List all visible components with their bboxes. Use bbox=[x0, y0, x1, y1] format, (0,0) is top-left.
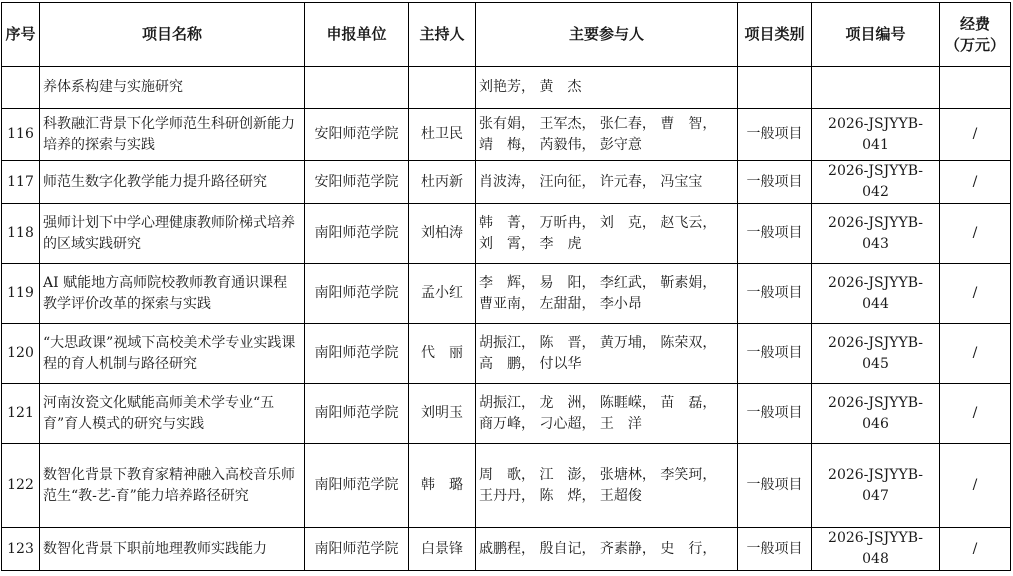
cell-no: 117 bbox=[2, 161, 40, 204]
cell-project-code: 2026-JSJYYB-041 bbox=[812, 109, 940, 161]
cell-participants: 戚鹏程， 殷自记， 齐素静， 史 行， bbox=[476, 528, 738, 571]
col-header-no: 序号 bbox=[2, 3, 40, 67]
cell-participants: 韩 菁， 万昕冉， 刘 克， 赵飞云， 刘 霄， 李 虎 bbox=[476, 204, 738, 264]
cell-no: 119 bbox=[2, 264, 40, 324]
col-header-name: 项目名称 bbox=[40, 3, 305, 67]
header-row bbox=[2, 3, 1011, 67]
cell-fund bbox=[940, 67, 1011, 109]
cell-host: 刘明玉 bbox=[409, 384, 476, 444]
cell-project-code: 2026-JSJYYB-048 bbox=[812, 528, 940, 571]
cell-category: 一般项目 bbox=[738, 109, 812, 161]
col-header-category: 项目类别 bbox=[738, 3, 812, 67]
cell-category bbox=[738, 67, 812, 109]
cell-project-code: 2026-JSJYYB-045 bbox=[812, 324, 940, 384]
cell-participants: 李 辉， 易 阳， 李红武， 靳素娟， 曹亚南， 左甜甜， 李小昂 bbox=[476, 264, 738, 324]
cell-project-name: 科教融汇背景下化学师范生科研创新能力培养的探索与实践 bbox=[40, 109, 305, 161]
col-header-participants: 主要参与人 bbox=[476, 3, 738, 67]
cell-project-name: 数智化背景下职前地理教师实践能力 bbox=[40, 528, 305, 571]
project-table bbox=[1, 2, 1011, 571]
table-row bbox=[2, 67, 1011, 109]
fund-header-line1: 经费 bbox=[959, 14, 990, 33]
cell-category: 一般项目 bbox=[738, 528, 812, 571]
table-row bbox=[2, 161, 1011, 204]
cell-project-name: 强师计划下中学心理健康教师阶梯式培养的区域实践研究 bbox=[40, 204, 305, 264]
cell-project-code: 2026-JSJYYB-044 bbox=[812, 264, 940, 324]
cell-no bbox=[2, 67, 40, 109]
cell-category: 一般项目 bbox=[738, 204, 812, 264]
table-row bbox=[2, 204, 1011, 264]
table-row bbox=[2, 324, 1011, 384]
cell-host: 韩 璐 bbox=[409, 444, 476, 528]
cell-unit: 南阳师范学院 bbox=[305, 204, 409, 264]
cell-unit: 南阳师范学院 bbox=[305, 264, 409, 324]
cell-fund: / bbox=[940, 264, 1011, 324]
cell-fund: / bbox=[940, 444, 1011, 528]
cell-fund: / bbox=[940, 109, 1011, 161]
cell-host: 代 丽 bbox=[409, 324, 476, 384]
cell-project-code: 2026-JSJYYB-042 bbox=[812, 161, 940, 204]
cell-project-code bbox=[812, 67, 940, 109]
col-header-host: 主持人 bbox=[409, 3, 476, 67]
cell-participants: 胡振江， 龙 洲， 陈睚嵘， 苗 磊， 商万峰， 刁心超， 王 洋 bbox=[476, 384, 738, 444]
cell-unit: 南阳师范学院 bbox=[305, 444, 409, 528]
cell-host: 白景锋 bbox=[409, 528, 476, 571]
table-row bbox=[2, 264, 1011, 324]
cell-no: 120 bbox=[2, 324, 40, 384]
cell-fund: / bbox=[940, 528, 1011, 571]
cell-unit: 安阳师范学院 bbox=[305, 161, 409, 204]
cell-fund: / bbox=[940, 161, 1011, 204]
cell-category: 一般项目 bbox=[738, 161, 812, 204]
col-header-unit: 申报单位 bbox=[305, 3, 409, 67]
cell-category: 一般项目 bbox=[738, 264, 812, 324]
cell-host bbox=[409, 67, 476, 109]
cell-participants: 周 歌， 江 澎， 张塘林， 李笑珂， 王丹丹， 陈 烨， 王超俊 bbox=[476, 444, 738, 528]
cell-category: 一般项目 bbox=[738, 324, 812, 384]
cell-fund: / bbox=[940, 384, 1011, 444]
cell-no: 118 bbox=[2, 204, 40, 264]
cell-project-code: 2026-JSJYYB-046 bbox=[812, 384, 940, 444]
cell-fund: / bbox=[940, 204, 1011, 264]
cell-project-name: AI 赋能地方高师院校教师教育通识课程教学评价改革的探索与实践 bbox=[40, 264, 305, 324]
cell-project-code: 2026-JSJYYB-043 bbox=[812, 204, 940, 264]
cell-unit: 南阳师范学院 bbox=[305, 324, 409, 384]
cell-host: 孟小红 bbox=[409, 264, 476, 324]
cell-no: 123 bbox=[2, 528, 40, 571]
cell-participants: 张有娟， 王军杰， 张仁春， 曹 智， 靖 梅， 芮毅伟， 彭守意 bbox=[476, 109, 738, 161]
cell-project-code: 2026-JSJYYB-047 bbox=[812, 444, 940, 528]
cell-host: 杜卫民 bbox=[409, 109, 476, 161]
col-header-code: 项目编号 bbox=[812, 3, 940, 67]
cell-participants: 胡振江， 陈 晋， 黄万埔， 陈荣双， 高 鹏， 付以华 bbox=[476, 324, 738, 384]
cell-project-name: 师范生数字化教学能力提升路径研究 bbox=[40, 161, 305, 204]
cell-host: 杜丙新 bbox=[409, 161, 476, 204]
cell-category: 一般项目 bbox=[738, 384, 812, 444]
table-row bbox=[2, 384, 1011, 444]
table-row bbox=[2, 528, 1011, 571]
cell-unit: 南阳师范学院 bbox=[305, 528, 409, 571]
cell-unit: 安阳师范学院 bbox=[305, 109, 409, 161]
cell-fund: / bbox=[940, 324, 1011, 384]
cell-category: 一般项目 bbox=[738, 444, 812, 528]
cell-participants: 肖波涛， 汪向征， 许元春， 冯宝宝 bbox=[476, 161, 738, 204]
cell-unit: 南阳师范学院 bbox=[305, 384, 409, 444]
cell-host: 刘柏涛 bbox=[409, 204, 476, 264]
table-row bbox=[2, 109, 1011, 161]
cell-project-name: 河南汝瓷文化赋能高师美术学专业“五育”育人模式的研究与实践 bbox=[40, 384, 305, 444]
cell-unit bbox=[305, 67, 409, 109]
fund-header-line2: （万元） bbox=[944, 35, 1005, 54]
cell-project-name: “大思政课”视域下高校美术学专业实践课程的育人机制与路径研究 bbox=[40, 324, 305, 384]
table-row bbox=[2, 444, 1011, 528]
col-header-fund bbox=[940, 3, 1011, 67]
cell-participants: 刘艳芳， 黄 杰 bbox=[476, 67, 738, 109]
cell-no: 121 bbox=[2, 384, 40, 444]
cell-no: 122 bbox=[2, 444, 40, 528]
cell-project-name: 养体系构建与实施研究 bbox=[40, 67, 305, 109]
cell-project-name: 数智化背景下教育家精神融入高校音乐师范生“教-艺-育”能力培养路径研究 bbox=[40, 444, 305, 528]
cell-no: 116 bbox=[2, 109, 40, 161]
